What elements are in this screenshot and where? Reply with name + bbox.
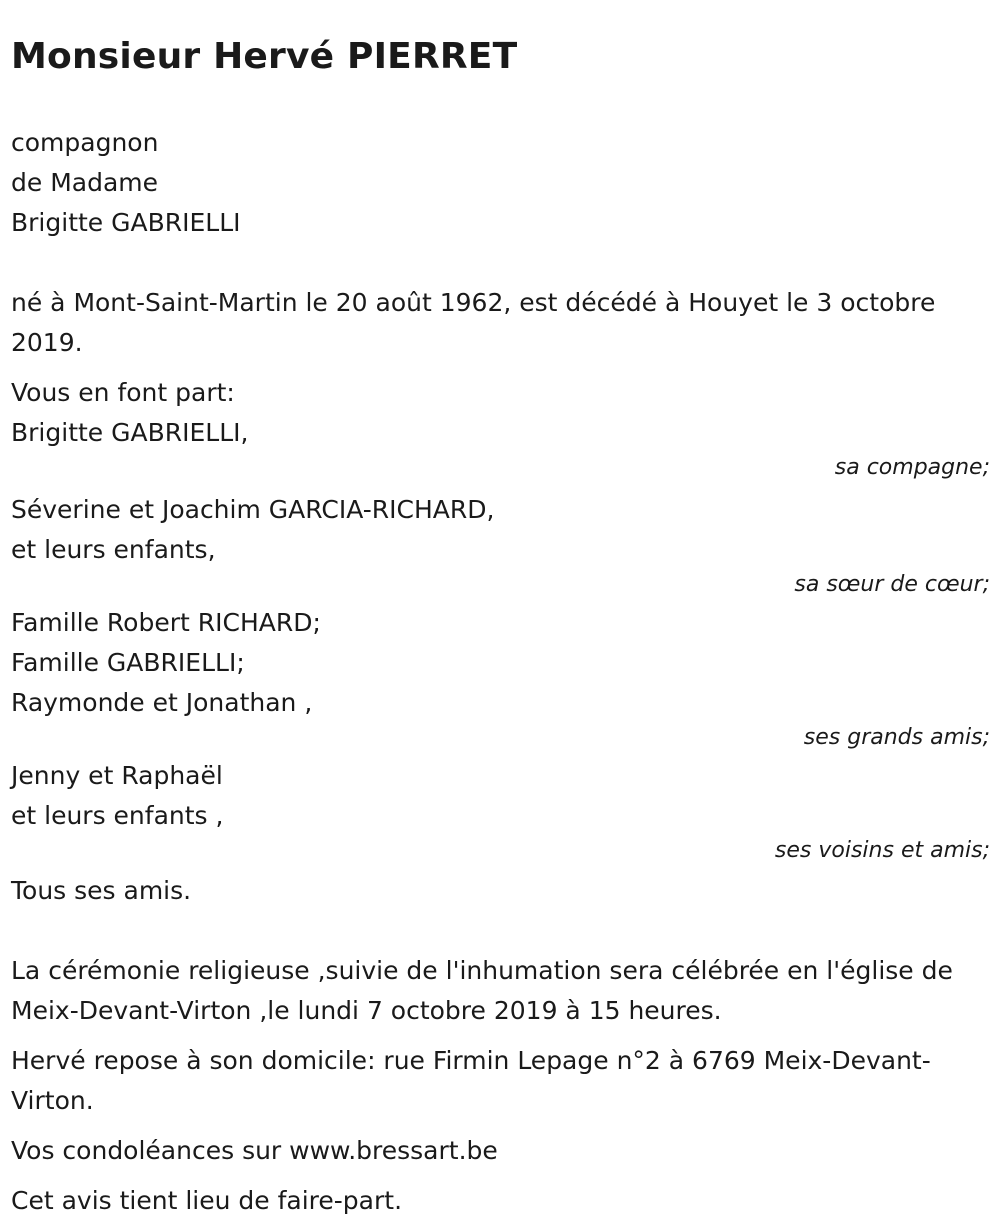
- family-role: sa sœur de cœur;: [794, 572, 990, 597]
- family-name-line: Brigitte GABRIELLI,: [11, 418, 249, 447]
- family-group-1: [11, 413, 990, 483]
- family-name-line: et leurs enfants,: [11, 535, 216, 564]
- family-name-line: et leurs enfants ,: [11, 801, 224, 830]
- birth-death-paragraph: né à Mont-Saint-Martin le 20 août 1962, est décédé à Houyet le 3 octobre 2019.: [11, 288, 936, 357]
- companion-line: compagnon: [11, 128, 159, 157]
- rest-paragraph: Hervé repose à son domicile: rue Firmin Lepage n°2 à 6769 Meix-Devant-Virton.: [11, 1046, 931, 1115]
- family-name-line: Jenny et Raphaël: [11, 761, 223, 790]
- family-name-line: Famille Robert RICHARD;: [11, 608, 321, 637]
- companion-line: Brigitte GABRIELLI: [11, 208, 241, 237]
- family-name-line: Séverine et Joachim GARCIA-RICHARD,: [11, 495, 495, 524]
- family-group-3: [11, 603, 990, 753]
- companion-line: de Madame: [11, 168, 159, 197]
- family-role: ses voisins et amis;: [774, 838, 990, 863]
- condolences-line: Vos condoléances sur www.bressart.be: [11, 1136, 498, 1165]
- family-group-2: [11, 490, 990, 600]
- family-role: sa compagne;: [834, 455, 990, 480]
- companion-block: [11, 123, 990, 243]
- notice-line: Cet avis tient lieu de faire-part.: [11, 1186, 403, 1215]
- announce-intro: Vous en font part:: [11, 378, 235, 407]
- family-group-4: [11, 756, 990, 866]
- family-name-line: Famille GABRIELLI;: [11, 648, 245, 677]
- ceremony-paragraph: La cérémonie religieuse ,suivie de l'inhumation sera célébrée en l'église de Meix-Devant-Virton ,le lundi 7 octobre 2019 à 15 heures.: [11, 956, 953, 1025]
- deceased-name-title: Monsieur Hervé PIERRET: [11, 36, 518, 77]
- family-role: ses grands amis;: [803, 725, 990, 750]
- all-friends-line: Tous ses amis.: [11, 876, 192, 905]
- family-name-line: Raymonde et Jonathan ,: [11, 688, 313, 717]
